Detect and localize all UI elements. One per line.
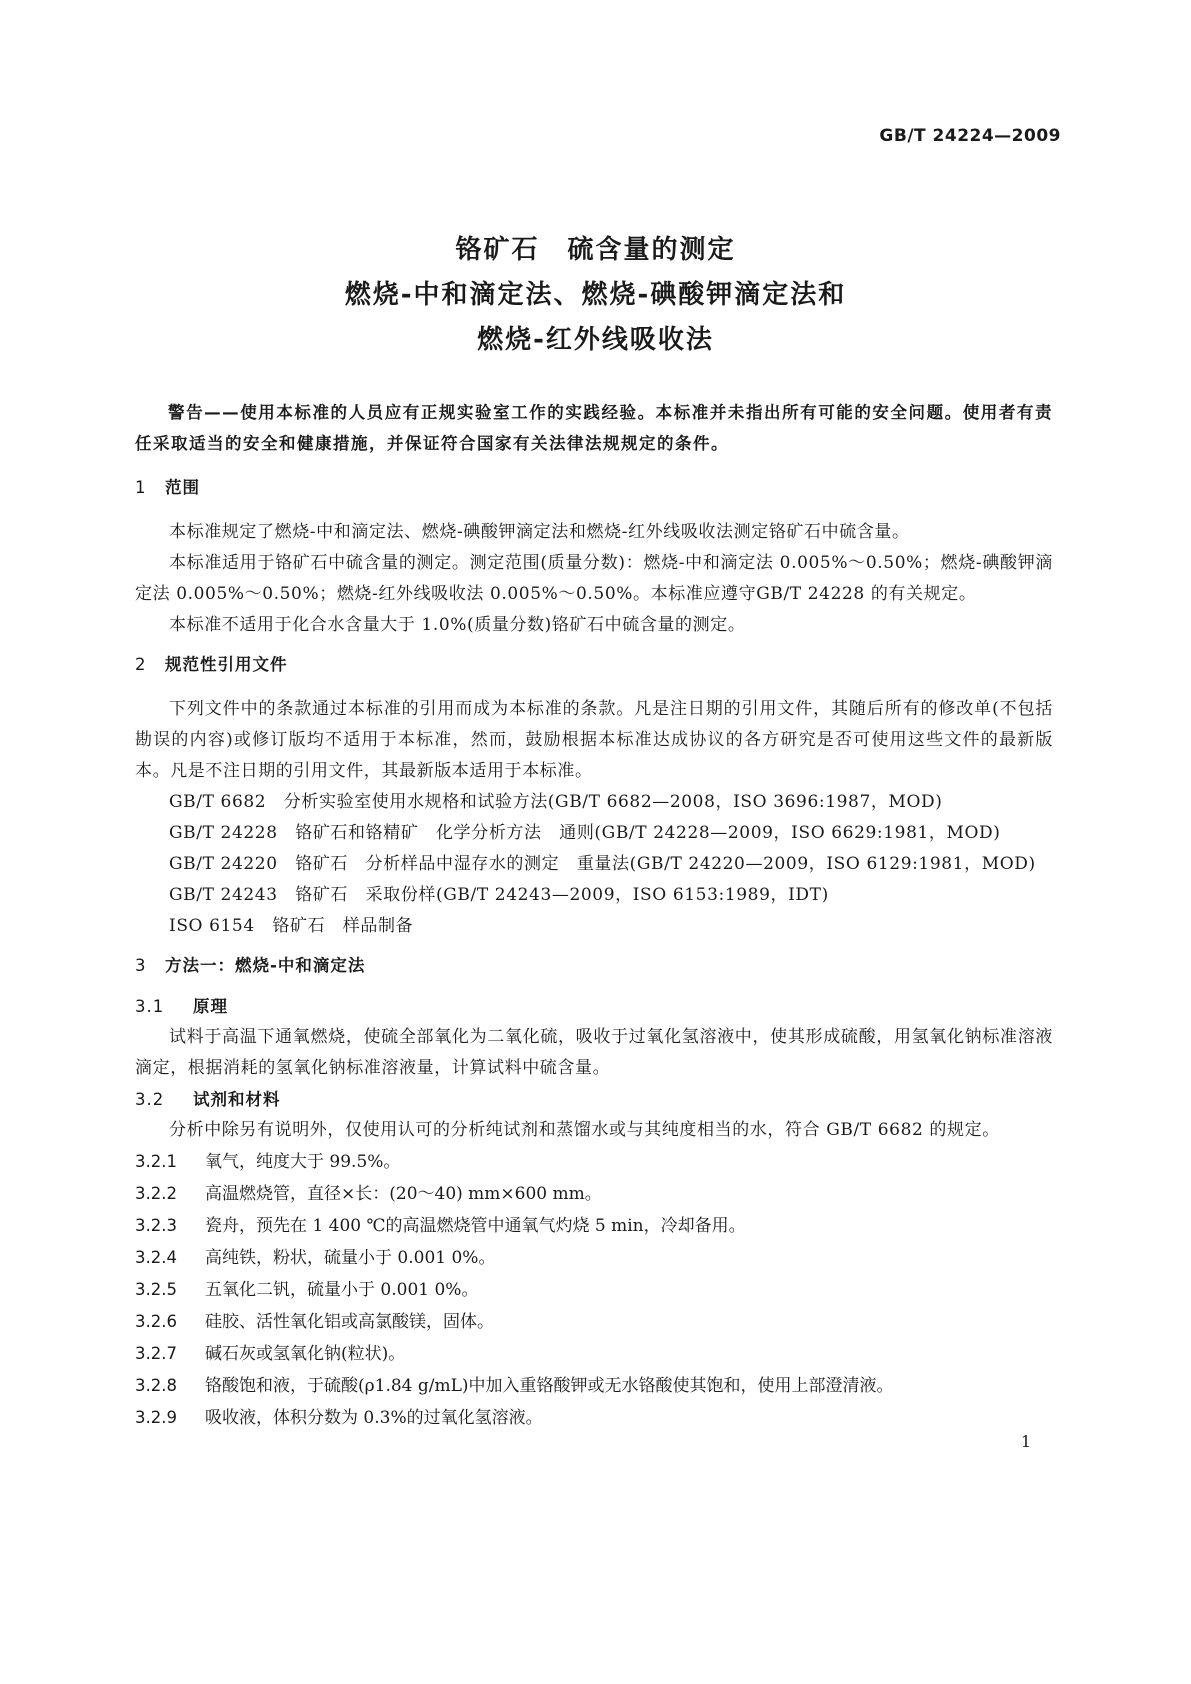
item-number: 3.2.8: [135, 1376, 177, 1395]
scope-paragraph-1: 本标准规定了燃烧-中和滴定法、燃烧-碘酸钾滴定法和燃烧-红外线吸收法测定铬矿石中硫含量。: [169, 522, 910, 542]
section-title: 原理: [193, 997, 228, 1016]
reagent-item: [135, 1146, 1053, 1178]
item-text: 碱石灰或氢氧化钠(粒状)。: [205, 1344, 406, 1364]
reference-item: GB/T 24228 铬矿石和铬精矿 化学分析方法 通则(GB/T 24228—2009，ISO 6629:1981，MOD): [169, 823, 1001, 843]
reagent-item: [135, 1210, 1053, 1242]
reagent-item: [135, 1402, 1053, 1434]
reagent-item: [135, 1274, 1053, 1306]
item-text: 五氧化二钒，硫量小于 0.001 0%。: [205, 1280, 479, 1300]
section-title: 试剂和材料: [193, 1090, 281, 1109]
item-number: 3.2.2: [135, 1184, 177, 1203]
scope-paragraph-2: 本标准适用于铬矿石中硫含量的测定。测定范围(质量分数)：燃烧-中和滴定法 0.005%～0.50%；燃烧-碘酸钾滴定法 0.005%～0.50%；燃烧-红外线吸收法 0.005%～0.50%。本标准应遵守GB/T 24228 的有关规定。: [135, 553, 1053, 604]
principle-paragraph: 试料于高温下通氧燃烧，使硫全部氧化为二氧化硫，吸收于过氧化氢溶液中，使其形成硫酸，用氢氧化钠标准溶液滴定，根据消耗的氢氧化钠标准溶液量，计算试料中硫含量。: [135, 1027, 1053, 1078]
scope-paragraph-3: 本标准不适用于化合水含量大于 1.0%(质量分数)铬矿石中硫含量的测定。: [169, 615, 746, 635]
section-number: 3: [135, 956, 147, 975]
item-number: 3.2.1: [135, 1152, 177, 1171]
section-title: 范围: [165, 478, 200, 497]
reagents-intro: 分析中除另有说明外，仅使用认可的分析纯试剂和蒸馏水或与其纯度相当的水，符合 GB/T 6682 的规定。: [169, 1120, 1000, 1140]
item-number: 3.2.7: [135, 1344, 177, 1363]
title-line-2: 燃烧-中和滴定法、燃烧-碘酸钾滴定法和: [344, 280, 847, 310]
section-number: 3.2: [135, 1090, 165, 1109]
document-body: [135, 397, 1053, 1434]
reference-item: GB/T 24220 铬矿石 分析样品中湿存水的测定 重量法(GB/T 24220—2009，ISO 6129:1981，MOD): [169, 854, 1036, 874]
section-3-2-heading: [135, 1084, 1053, 1115]
safety-warning: 警告——使用本标准的人员应有正规实验室工作的实践经验。本标准并未指出所有可能的安全问题。使用者有责任采取适当的安全和健康措施，并保证符合国家有关法律法规规定的条件。: [135, 403, 1053, 453]
section-3-1-heading: [135, 991, 1053, 1022]
title-line-1: 铬矿石 硫含量的测定: [455, 235, 736, 265]
item-text: 硅胶、活性氧化铝或高氯酸镁，固体。: [205, 1312, 494, 1332]
reference-item: ISO 6154 铬矿石 样品制备: [169, 916, 414, 936]
section-1-heading: [135, 472, 1053, 503]
item-text: 氧气，纯度大于 99.5%。: [205, 1152, 401, 1172]
item-number: 3.2.3: [135, 1216, 177, 1235]
reagent-item: [135, 1338, 1053, 1370]
item-text: 高温燃烧管，直径×长：(20～40) mm×600 mm。: [205, 1184, 602, 1204]
references-intro: 下列文件中的条款通过本标准的引用而成为本标准的条款。凡是注日期的引用文件，其随后所有的修改单(不包括勘误的内容)或修订版均不适用于本标准，然而，鼓励根据本标准达成协议的各方研究是否可使用这些文件的最新版本。凡是不注日期的引用文件，其最新版本适用于本标准。: [135, 699, 1053, 781]
item-text: 吸收液，体积分数为 0.3%的过氧化氢溶液。: [205, 1408, 543, 1428]
item-text: 瓷舟，预先在 1 400 ℃的高温燃烧管中通氧气灼烧 5 min，冷却备用。: [205, 1216, 746, 1236]
item-number: 3.2.6: [135, 1312, 177, 1331]
reagent-item: [135, 1178, 1053, 1210]
reagent-item: [135, 1306, 1053, 1338]
item-text: 铬酸饱和液，于硫酸(ρ1.84 g/mL)中加入重铬酸钾或无水铬酸使其饱和，使用上部澄清液。: [205, 1376, 894, 1396]
section-number: 3.1: [135, 997, 165, 1016]
item-text: 高纯铁，粉状，硫量小于 0.001 0%。: [205, 1248, 496, 1268]
reference-item: GB/T 24243 铬矿石 采取份样(GB/T 24243—2009，ISO 6153:1989，IDT): [169, 885, 829, 905]
section-number: 1: [135, 478, 147, 497]
title-line-3: 燃烧-红外线吸收法: [477, 325, 714, 355]
section-title: 方法一：燃烧-中和滴定法: [165, 956, 366, 975]
section-title: 规范性引用文件: [165, 655, 288, 674]
reference-item: GB/T 6682 分析实验室使用水规格和试验方法(GB/T 6682—2008，ISO 3696:1987，MOD): [169, 792, 943, 812]
reagent-item: [135, 1370, 1053, 1402]
section-3-heading: [135, 950, 1053, 981]
standard-code: GB/T 24224—2009: [879, 126, 1061, 146]
section-number: 2: [135, 655, 147, 674]
page-number: 1: [1020, 1432, 1031, 1451]
item-number: 3.2.9: [135, 1408, 177, 1427]
item-number: 3.2.4: [135, 1248, 177, 1267]
reagent-item: [135, 1242, 1053, 1274]
document-title: [0, 228, 1191, 363]
section-2-heading: [135, 649, 1053, 680]
item-number: 3.2.5: [135, 1280, 177, 1299]
